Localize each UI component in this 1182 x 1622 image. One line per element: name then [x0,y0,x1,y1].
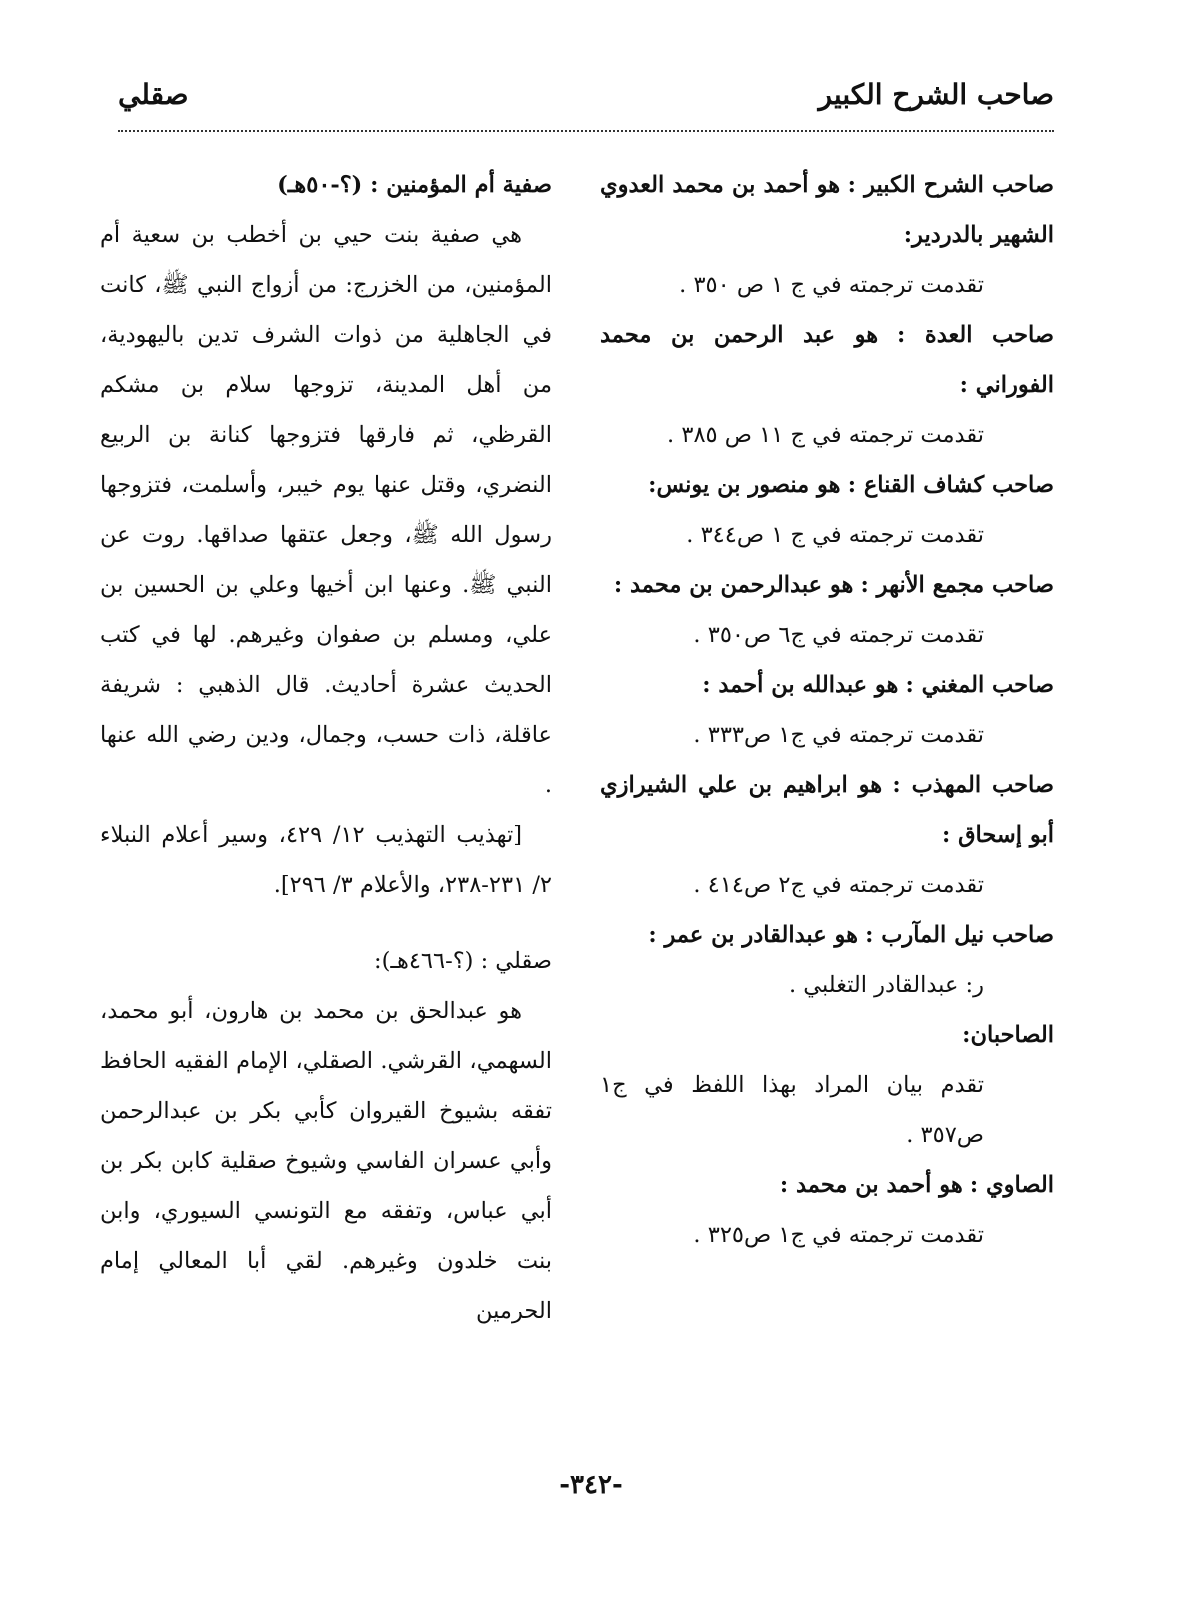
entry-ref: تقدمت ترجمته في ج٦ ص٣٥٠ . [693,622,984,648]
page-number: -٣٤٢- [559,1470,623,1500]
left-column [100,160,552,1336]
entry-body: هو عبدالقادر بن عمر : [648,922,858,948]
entry-head: صفية أم المؤمنين : (؟-٥٠هـ) [277,172,552,198]
entry-head: صاحب الشرح الكبير : [847,172,1054,198]
header-dotted-rule [118,130,1054,132]
entry-head: صاحب المغني : [905,672,1054,698]
entry-body: هو ابراهيم بن علي الشيرازي أبو إسحاق : [600,772,1054,848]
entry-body: هو عبدالرحمن بن محمد : [613,572,854,598]
entry-head: صاحب مجمع الأنهر : [860,572,1054,598]
entry-sharh-kabir [600,160,1054,310]
header-title: صاحب الشرح الكبير [818,78,1054,111]
entry-ref: تقدمت ترجمته في ج ١١ ص ٣٨٥ . [667,422,984,448]
entry-head: صاحب كشاف القناع : [847,472,1054,498]
entry-head: الصاحبان: [962,1022,1054,1048]
entry-sawi [600,1160,1054,1260]
entry-head: صاحب العدة : [897,322,1054,348]
entry-majma [600,560,1054,660]
entry-body: هو عبد الرحمن بن محمد الفوراني : [600,322,1054,398]
entry-sources: [تهذيب التهذيب ١٢/ ٤٢٩، وسير أعلام النبلاء ٢/ ٢٣١-٢٣٨، والأعلام ٣/ ٢٩٦]. [100,822,552,898]
header-keyword: صقلي [118,78,189,111]
entry-text: هي صفية بنت حيي بن أخطب بن سعية أم المؤمنين، من الخزرج: من أزواج النبي ﷺ، كانت في الجاهلية من ذوات الشرف تدين باليهودية، من أهل المدينة، تزوجها سلام بن مشكم القرظي، ثم فارقها فتزوجها كنانة بن الربيع النضري، وقتل عنها يوم خيبر، وأسلمت، فتزوجها رسول الله ﷺ، وجعل عتقها صداقها. روت عن النبي ﷺ. وعنها ابن أخيها وعلي بن الحسين بن علي، ومسلم بن صفوان وغيرهم. لها في كتب الحديث عشرة أحاديث. قال الذهبي : شريفة عاقلة، ذات حسب، وجمال، ودين رضي الله عنها . [100,222,552,798]
entry-ref: ر: عبدالقادر التغلبي . [788,972,984,998]
entry-body: هو أحمد بن محمد العدوي الشهير بالدردير: [600,172,1054,248]
entry-ref: تقدمت ترجمته في ج ١ ص٣٤٤ . [686,522,984,548]
entry-ref: تقدمت ترجمته في ج١ ص٣٢٥ . [693,1222,984,1248]
entry-muhadhdhab [600,760,1054,910]
entry-body: هو منصور بن يونس: [648,472,841,498]
entry-gap [100,910,552,936]
entry-head: صاحب المهذب : [892,772,1054,798]
entry-mughni [600,660,1054,760]
entry-head: صقلي : (؟-٤٦٦هـ): [374,948,552,974]
entry-head: الصاوي : [969,1172,1054,1198]
entry-siqilli [100,936,552,1336]
entry-head: صاحب نيل المآرب : [865,922,1054,948]
entry-sahiban [600,1010,1054,1160]
entry-safiyya [100,160,552,910]
entry-text: هو عبدالحق بن محمد بن هارون، أبو محمد، السهمي، القرشي. الصقلي، الإمام الفقيه الحافظ تفقه بشيوخ القيروان كأبي بكر بن عبدالرحمن وأبي عسران الفاسي وشيوخ صقلية كابن بكر بن أبي عباس، وتفقه مع التونسي السيوري، وابن بنت خلدون وغيرهم. لقي أبا المعالي إمام الحرمين [100,998,552,1324]
entry-ref: تقدمت ترجمته في ج٢ ص٤١٤ . [693,872,984,898]
running-header [118,78,1054,128]
entry-nayl [600,910,1054,1010]
entry-udda [600,310,1054,460]
right-column [600,160,1054,1260]
entry-body: هو أحمد بن محمد : [779,1172,963,1198]
entry-ref: تقدمت ترجمته في ج١ ص٣٣٣ . [693,722,984,748]
entry-ref: تقدمت ترجمته في ج ١ ص ٣٥٠ . [679,272,984,298]
entry-body: هو عبدالله بن أحمد : [702,672,899,698]
entry-ref: تقدم بيان المراد بهذا اللفظ في ج١ ص٣٥٧ . [600,1072,984,1148]
entry-kashshaf [600,460,1054,560]
